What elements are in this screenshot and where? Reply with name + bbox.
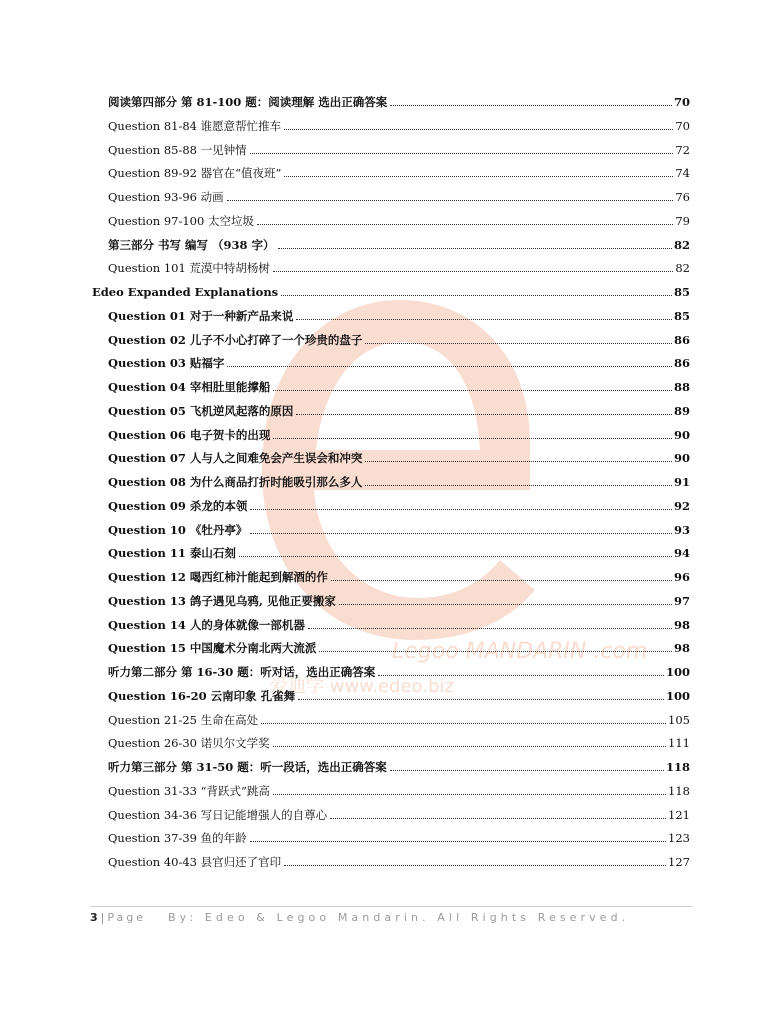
toc-entry[interactable]	[108, 91, 690, 109]
toc-entry-page-number: 85	[673, 285, 690, 299]
toc-entry[interactable]	[108, 661, 690, 679]
toc-entry-page-number: 93	[673, 523, 690, 537]
toc-entry[interactable]	[108, 162, 690, 180]
toc-entry[interactable]	[108, 257, 690, 275]
toc-dot-leader	[331, 580, 672, 581]
toc-entry[interactable]	[108, 400, 690, 418]
toc-dot-leader	[273, 746, 666, 747]
toc-entry[interactable]	[108, 424, 690, 442]
edeo-logo-e-icon	[262, 300, 535, 640]
toc-entry[interactable]	[108, 804, 690, 822]
footer-separator: |	[100, 911, 105, 924]
toc-entry-title: Question 13 鸽子遇见乌鸦, 见他正要搬家	[108, 594, 336, 608]
toc-entry[interactable]	[108, 542, 690, 560]
toc-dot-leader	[250, 533, 672, 534]
toc-entry-page-number: 118	[668, 784, 690, 798]
toc-entry[interactable]	[108, 566, 690, 584]
toc-entry-title: Question 16-20 云南印象 孔雀舞	[108, 689, 296, 703]
toc-entry-title: Question 03 贴福字	[108, 356, 225, 370]
page-footer	[90, 911, 629, 924]
toc-entry-title: Question 97-100 太空垃圾	[108, 214, 254, 228]
toc-entry-title: Question 101 荒漠中特胡杨树	[108, 261, 270, 275]
toc-entry-page-number: 91	[673, 475, 690, 489]
toc-dot-leader	[365, 485, 672, 486]
toc-dot-leader	[296, 414, 672, 415]
toc-entry-page-number: 70	[675, 119, 690, 133]
toc-entry-page-number: 92	[673, 499, 690, 513]
toc-entry[interactable]	[108, 329, 690, 347]
toc-entry-page-number: 86	[673, 356, 690, 370]
toc-dot-leader	[365, 461, 672, 462]
toc-entry-page-number: 94	[673, 546, 690, 560]
footer-rule	[90, 906, 692, 907]
toc-entry-page-number: 111	[668, 736, 690, 750]
toc-entry-title: Question 06 电子贺卡的出现	[108, 428, 271, 442]
toc-entry[interactable]	[108, 447, 690, 465]
toc-dot-leader	[278, 248, 672, 249]
toc-dot-leader	[284, 865, 666, 866]
toc-entry-title: Question 26-30 诺贝尔文学奖	[108, 736, 270, 750]
toc-entry-title: Question 04 宰相肚里能撑船	[108, 380, 271, 394]
toc-entry-page-number: 82	[673, 238, 690, 252]
toc-entry[interactable]	[108, 732, 690, 750]
toc-entry-title: Question 12 喝西红柿汁能起到解酒的作	[108, 570, 328, 584]
toc-dot-leader	[339, 604, 672, 605]
footer-page-number: 3	[90, 911, 98, 924]
toc-entry-page-number: 100	[665, 665, 690, 679]
toc-dot-leader	[390, 770, 664, 771]
toc-entry-page-number: 85	[673, 309, 690, 323]
toc-dot-leader	[390, 105, 672, 106]
footer-copyright: By: Edeo & Legoo Mandarin. All Rights Reserved.	[168, 911, 630, 924]
toc-dot-leader	[296, 319, 672, 320]
toc-entry-page-number: 121	[668, 808, 690, 822]
toc-entry[interactable]	[92, 281, 690, 299]
toc-entry[interactable]	[108, 210, 690, 228]
toc-dot-leader	[308, 628, 672, 629]
toc-dot-leader	[227, 200, 674, 201]
toc-entry[interactable]	[108, 186, 690, 204]
toc-entry-title: Question 15 中国魔术分南北两大流派	[108, 641, 317, 655]
toc-dot-leader	[330, 818, 666, 819]
watermark-line1: Legoo MANDARIN .com	[392, 639, 648, 664]
toc-entry[interactable]	[108, 471, 690, 489]
toc-entry-title: Question 93-96 动画	[108, 190, 224, 204]
toc-entry-title: Edeo Expanded Explanations	[92, 285, 279, 299]
toc-entry-page-number: 72	[675, 143, 690, 157]
toc-entry[interactable]	[108, 305, 690, 323]
toc-entry-title: Question 37-39 鱼的年龄	[108, 831, 247, 845]
toc-entry-title: Question 34-36 写日记能增强人的自尊心	[108, 808, 328, 822]
toc-entry[interactable]	[108, 519, 690, 537]
toc-dot-leader	[239, 556, 672, 557]
toc-entry[interactable]	[108, 495, 690, 513]
toc-dot-leader	[227, 366, 672, 367]
toc-entry-title: Question 09 杀龙的本领	[108, 499, 248, 513]
toc-entry[interactable]	[108, 376, 690, 394]
toc-dot-leader	[250, 841, 666, 842]
toc-entry[interactable]	[108, 851, 690, 869]
toc-entry-title: Question 40-43 县官归还了官印	[108, 855, 282, 869]
toc-entry-title: Question 05 飞机逆风起落的原因	[108, 404, 294, 418]
toc-entry-page-number: 118	[665, 760, 690, 774]
toc-entry-page-number: 123	[668, 831, 690, 845]
toc-entry-title: Question 02 儿子不小心打碎了一个珍贵的盘子	[108, 333, 363, 347]
toc-dot-leader	[284, 176, 673, 177]
toc-entry-page-number: 90	[673, 428, 690, 442]
toc-dot-leader	[298, 699, 664, 700]
toc-entry-page-number: 90	[673, 451, 690, 465]
toc-entry-page-number: 127	[668, 855, 690, 869]
watermark-line2: 爱迪学 www.edeo.biz	[270, 676, 454, 697]
toc-dot-leader	[319, 651, 672, 652]
toc-dot-leader	[250, 153, 674, 154]
toc-entry-page-number: 89	[673, 404, 690, 418]
toc-dot-leader	[378, 675, 664, 676]
toc-entry-title: Question 11 泰山石刻	[108, 546, 236, 560]
toc-dot-leader	[261, 723, 666, 724]
toc-entry[interactable]	[108, 115, 690, 133]
toc-entry-title: Question 10 《牡丹亭》	[108, 523, 248, 537]
toc-entry-title: Question 01 对于一种新产品来说	[108, 309, 294, 323]
toc-entry-page-number: 86	[673, 333, 690, 347]
toc-entry[interactable]	[108, 590, 690, 608]
toc-entry[interactable]	[108, 709, 690, 727]
toc-entry-page-number: 74	[675, 166, 690, 180]
toc-entry-page-number: 100	[665, 689, 690, 703]
toc-entry[interactable]	[108, 139, 690, 157]
toc-entry-page-number: 70	[673, 95, 690, 109]
toc-entry[interactable]	[108, 827, 690, 845]
toc-dot-leader	[273, 438, 672, 439]
footer-page-label: Page	[107, 911, 147, 924]
toc-entry-title: Question 85-88 一见钟情	[108, 143, 247, 157]
toc-entry-page-number: 98	[673, 641, 690, 655]
toc-entry[interactable]	[108, 756, 690, 774]
toc-entry-title: Question 31-33 “背跃式”跳高	[108, 784, 270, 798]
toc-entry-page-number: 97	[673, 594, 690, 608]
toc-dot-leader	[284, 129, 673, 130]
toc-entry-title: Question 21-25 生命在高处	[108, 713, 259, 727]
toc-entry[interactable]	[108, 685, 690, 703]
toc-entry-page-number: 76	[675, 190, 690, 204]
toc-entry-page-number: 88	[673, 380, 690, 394]
toc-entry-page-number: 96	[673, 570, 690, 584]
toc-entry-title: 第三部分 书写 编写 （938 字）	[108, 238, 275, 252]
toc-entry-page-number: 105	[668, 713, 690, 727]
toc-dot-leader	[281, 295, 672, 296]
toc-entry-title: 听力第三部分 第 31-50 题：听一段话，选出正确答案	[108, 760, 387, 774]
toc-dot-leader	[257, 224, 673, 225]
toc-entry-title: 阅读第四部分 第 81-100 题：阅读理解 选出正确答案	[108, 95, 388, 109]
toc-entry[interactable]	[108, 614, 690, 632]
toc-entry-title: Question 89-92 器官在“值夜班”	[108, 166, 282, 180]
toc-entry[interactable]	[108, 637, 690, 655]
toc-entry-title: Question 14 人的身体就像一部机器	[108, 618, 305, 632]
toc-entry-title: Question 81-84 谁愿意帮忙推车	[108, 119, 282, 133]
toc-dot-leader	[273, 794, 666, 795]
toc-entry[interactable]	[108, 234, 690, 252]
toc-entry-title: 听力第二部分 第 16-30 题：听对话，选出正确答案	[108, 665, 376, 679]
toc-entry[interactable]	[108, 352, 690, 370]
toc-dot-leader	[250, 509, 672, 510]
toc-entry-page-number: 79	[675, 214, 690, 228]
toc-entry-title: Question 07 人与人之间难免会产生误会和冲突	[108, 451, 363, 465]
toc-entry-page-number: 82	[675, 261, 690, 275]
toc-entry-title: Question 08 为什么商品打折时能吸引那么多人	[108, 475, 363, 489]
toc-dot-leader	[273, 271, 673, 272]
toc-dot-leader	[273, 390, 672, 391]
toc-entry-page-number: 98	[673, 618, 690, 632]
toc-dot-leader	[365, 343, 672, 344]
toc-entry[interactable]	[108, 780, 690, 798]
